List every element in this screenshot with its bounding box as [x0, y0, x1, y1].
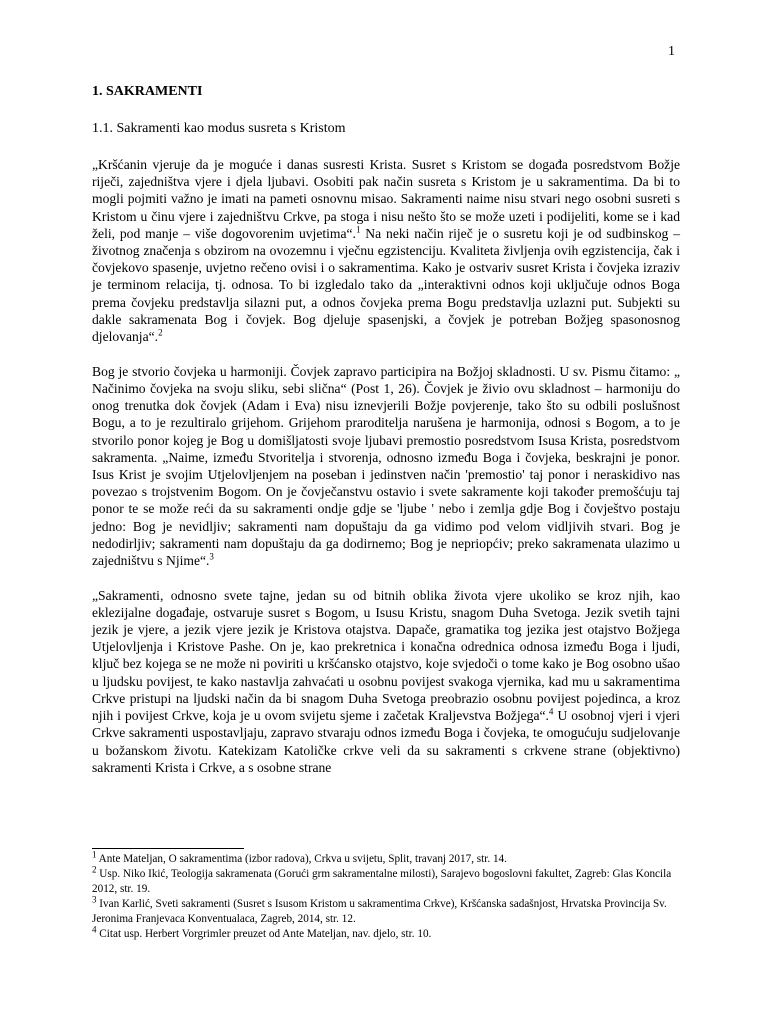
footnote-ref-2[interactable]: 2	[158, 327, 163, 338]
footnote-ref-1[interactable]: 1	[355, 224, 361, 235]
footnote-ref-4[interactable]: 4	[548, 706, 554, 717]
footnote-num: 2	[92, 864, 97, 875]
footnote-text: Ivan Karlić, Sveti sakramenti (Susret s Isusom Kristom u sakramentima Crkve), Kršćanska sadašnjost, Hrvatska Provincija Sv. Jeronima Franjevaca Konventualaca, Zagreb, 2014, str. 12.	[92, 898, 667, 925]
footnote-separator	[92, 848, 244, 849]
paragraph-3-text-a: „Sakramenti, odnosno svete tajne, jedan su od bitnih oblika života vjere ukoliko se kroz njih, kao eklezijalne događaje, ostvaruje susret s Bogom, u Isusu Kristu, snagom Duha Svetoga. Jezik svetih tajni jezik je vjere, a jezik vjere jezik je Kristova otajstva. Dapače, gramatika tog jezika jest otajstvo Božjega Utjelovljenja i Kristove Pashe. On je, kao prekretnica i konačna odrednica odnosa između Boga i ljudi, ključ bez kojega se ne može ni poviriti u kršćansko otajstvo, koje svjedoči o tome kako je Bog osobno ušao u ljudsku povijest, te kako nastavlja zahvaćati u osobnu povijest svakoga vjernika, kad mu u sakramentima Crkve pristupi na ljudski način da bi snagom Duha Svetoga preobrazio osobnu povijest pojedinca, a kroz njih i povijest Crkve, koja je u ovom svijetu sjeme i začetak Kraljevstva Božjega“.	[92, 587, 680, 724]
document-body	[92, 84, 680, 793]
paragraph-3	[92, 587, 680, 776]
paragraph-2	[92, 363, 680, 569]
footnote-text: Citat usp. Herbert Vorgrimler preuzet od Ante Mateljan, nav. djelo, str. 10.	[96, 928, 432, 940]
paragraph-1	[92, 156, 680, 345]
footnote-num: 4	[92, 924, 97, 935]
paragraph-3-text-b: U osobnoj vjeri i vjeri Crkve sakramenti uspostavljaju, zapravo stvaraju odnos između Boga i čovjeka, te omogućuju sudjelovanje u božanskom životu. Katekizam Katoličke crkve veli da su sakramenti s crkvene strane (objektivno) sakramenti Krista i Crkve, a s osobne strane	[92, 708, 680, 775]
section-heading: 1.1. Sakramenti kao modus susreta s Kristom	[92, 121, 346, 136]
footnote-num: 1	[92, 849, 97, 860]
paragraph-1-text-a: „Kršćanin vjeruje da je moguće i danas susresti Krista. Susret s Kristom se događa posredstvom Božje riječi, zajedništva vjere i djela ljubavi. Osobiti pak način susreta s Kristom je u sakramentima. Da bi to mogli pojmiti važno je imati na pameti osnovnu misao. Sakramenti naime nisu stvari nego osobni susreti s Kristom u činu vjere i zajedništvu Crkve, pa stoga i nisu nešto što se može uzeti i podijeliti, kome se i kad želi, pod manje – više dogovorenim uvjetima“.	[92, 157, 680, 241]
page-number: 1	[668, 44, 675, 59]
footnote-2	[92, 864, 680, 897]
chapter-heading: 1. SAKRAMENTI	[92, 84, 203, 99]
footnote-text: Ante Mateljan, O sakramentima (izbor radova), Crkva u svijetu, Split, travanj 2017, str. 14.	[96, 853, 507, 865]
paragraph-1-text-b: Na neki način riječ je o susretu koji je od sudbinskog – životnog značenja s obzirom na ovozemnu i vječnu egzistenciju. Kvaliteta življenja ovih egzistencija, čak i čovjekovo spasenje, uvjetno rečeno ovisi i o sakramentima. Kako je ostvariv susret Krista i čovjeka izraziv je terminom relacija, tj. odnosa. To bi izgledalo tako da „interaktivni odnos koji uključuje odnos Boga prema čovjeku predstavlja silazni put, a odnos čovjeka prema Bogu predstavlja uzlazni put. Subjekti su dakle sakramenata Bog i čovjek. Bog djeluje spasenjski, a čovjek je potreban Božjeg spasonosnog djelovanja“.	[92, 225, 680, 345]
footnotes	[92, 849, 680, 942]
footnote-4	[92, 924, 680, 942]
footnote-1	[92, 849, 680, 867]
footnote-num: 3	[92, 894, 97, 905]
footnote-3	[92, 894, 680, 927]
footnote-ref-3[interactable]: 3	[209, 551, 214, 562]
footnote-text: Usp. Niko Ikić, Teologija sakramenata (Gorući grm sakramentalne milosti), Sarajevo bogoslovni fakultet, Zagreb: Glas Koncila 2012, str. 19.	[92, 868, 672, 895]
paragraph-2-text: Bog je stvorio čovjeka u harmoniji. Čovjek zapravo participira na Božjoj skladnosti. U sv. Pismu čitamo: „ Načinimo čovjeka na svoju sliku, sebi slična“ (Post 1, 26). Čovjek je živio ovu skladnost – harmoniju do onog trenutka dok čovjek (Adam i Eva) nisu iznevjerili Božje povjerenje, tako što su odbili poslušnost Bogu, a to je rezultiralo grijehom. Grijehom praroditelja narušena je harmonija, odnosi s Bogom, a to je stvorilo ponor kojeg je Bog u domišljatosti svoje ljubavi premostio posredstvom Isusa Krista, posredstvom sakramenta. „Naime, između Stvoritelja i stvorenja, odnosno između Boga i čovjeka, beskrajni je ponor. Isus Krist je svojim Utjelovljenjem na poseban i jedinstven način 'premostio' taj ponor i neraskidivo nas povezao s trojstvenim Bogom. On je čovječanstvu ostavio i svete sakramente koji također premošćuju taj ponor te se može reći da su sakramenti ondje gdje se 'ljube ' nebo i zemlja gdje Bog i čovještvo postaju jedno: Bog je nevidljiv; sakramenti nam dopuštaju da ga vidimo pod velom vidljivih stvari. Bog je nedodirljiv; sakramenti nam dopuštaju da ga dodirnemo; Bog je nepriopćiv; preko sakramenata ulazimo u zajedništvu s Njime“.	[92, 363, 680, 568]
